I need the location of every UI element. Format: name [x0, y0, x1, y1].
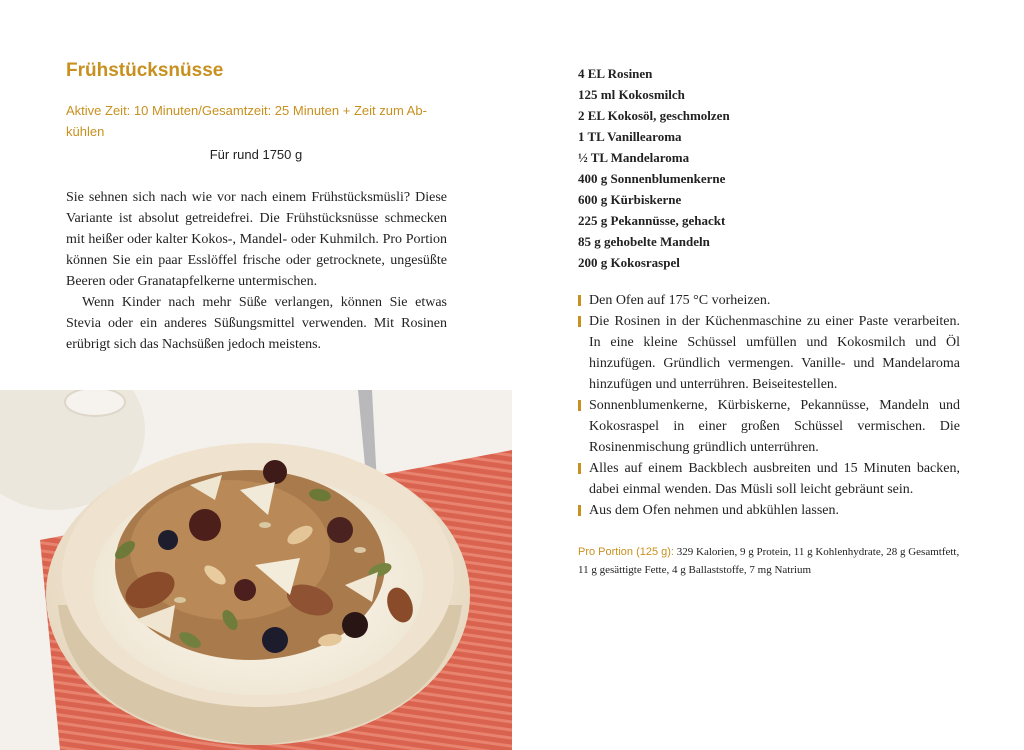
- nutrition-label: Pro Portion (125 g):: [578, 546, 674, 558]
- step-item: [578, 500, 960, 521]
- step-bullet-icon: [578, 316, 581, 327]
- step-text: Die Rosinen in der Küchenmaschine zu einer Paste verarbeiten. In eine kleine Schüssel umfüllen und Kokosmilch und Öl hinzufügen. Gründlich vermengen. Vanille- und Mandelaroma hinzufügen und unterrühren. Beiseitestellen.: [589, 314, 960, 392]
- intro-paragraph-1: Sie sehnen sich nach wie vor nach einem Frühstücksmüsli? Diese Variante ist absolut getreidefrei. Die Frühstücksnüsse schmecken mit heißer oder kalter Kokos-, Mandel- oder Kuhmilch. Pro Portion können Sie ein paar Esslöffel frische oder getrocknete, ungesüßte Beeren oder Granatapfelkerne untermischen.: [66, 190, 447, 289]
- ingredient-item: 600 g Kürbiskerne: [578, 192, 682, 207]
- step-bullet-icon: [578, 505, 581, 516]
- step-text: Den Ofen auf 175 °C vorheizen.: [589, 293, 771, 308]
- right-page: [512, 0, 1024, 750]
- recipe-time-line-2: kühlen: [66, 124, 105, 139]
- step-text: Sonnenblumenkerne, Kürbiskerne, Pekannüsse, Mandeln und Kokosraspel in einer großen Schüssel vermischen. Die Rosinenmischung gründlich unterrühren.: [589, 398, 960, 455]
- recipe-yield: Für rund 1750 g: [209, 147, 303, 162]
- preparation-steps: [578, 290, 960, 521]
- recipe-title: Frühstücksnüsse: [66, 60, 224, 81]
- ingredient-item: ½ TL Mandelaroma: [578, 150, 690, 165]
- nutrition-info: [578, 543, 960, 579]
- granola-bowl-illustration: [0, 390, 512, 750]
- ingredient-item: 225 g Pekannüsse, gehackt: [578, 213, 726, 228]
- step-bullet-icon: [578, 400, 581, 411]
- step-text: Aus dem Ofen nehmen und abkühlen lassen.: [589, 503, 839, 518]
- step-item: [578, 311, 960, 395]
- ingredient-item: 400 g Sonnenblumenkerne: [578, 171, 726, 186]
- step-bullet-icon: [578, 295, 581, 306]
- intro-paragraph-2: Wenn Kinder nach mehr Süße verlangen, können Sie etwas Stevia oder ein anderes Süßungsmittel verwenden. Mit Rosinen erübrigt sich das Nachsüßen jedoch meistens.: [66, 295, 447, 352]
- step-bullet-icon: [578, 463, 581, 474]
- recipe-time-line-1: Aktive Zeit: 10 Minuten/Gesamtzeit: 25 Minuten + Zeit zum Ab-: [66, 103, 427, 118]
- ingredient-item: 200 g Kokosraspel: [578, 255, 680, 270]
- ingredient-item: 1 TL Vanillearoma: [578, 129, 682, 144]
- ingredient-item: 4 EL Rosinen: [578, 66, 653, 81]
- intro-text: [66, 187, 447, 355]
- ingredients-list: [578, 63, 978, 273]
- step-text: Alles auf einem Backblech ausbreiten und 15 Minuten backen, dabei einmal wenden. Das Müsli soll leicht gebräunt sein.: [589, 461, 960, 497]
- step-item: [578, 290, 960, 311]
- ingredient-item: 85 g gehobelte Mandeln: [578, 234, 710, 249]
- ingredient-item: 125 ml Kokosmilch: [578, 87, 685, 102]
- granola-bowl-photo: [0, 390, 512, 750]
- step-item: [578, 458, 960, 500]
- nutrition-text: 329 Kalorien, 9 g Protein, 11 g Kohlenhydrate, 28 g Gesamtfett, 11 g gesättigte Fette, 4 g Ballaststoffe, 7 mg Natrium: [578, 546, 960, 576]
- step-item: [578, 395, 960, 458]
- ingredient-item: 2 EL Kokosöl, geschmolzen: [578, 108, 730, 123]
- recipe-time: [66, 100, 446, 142]
